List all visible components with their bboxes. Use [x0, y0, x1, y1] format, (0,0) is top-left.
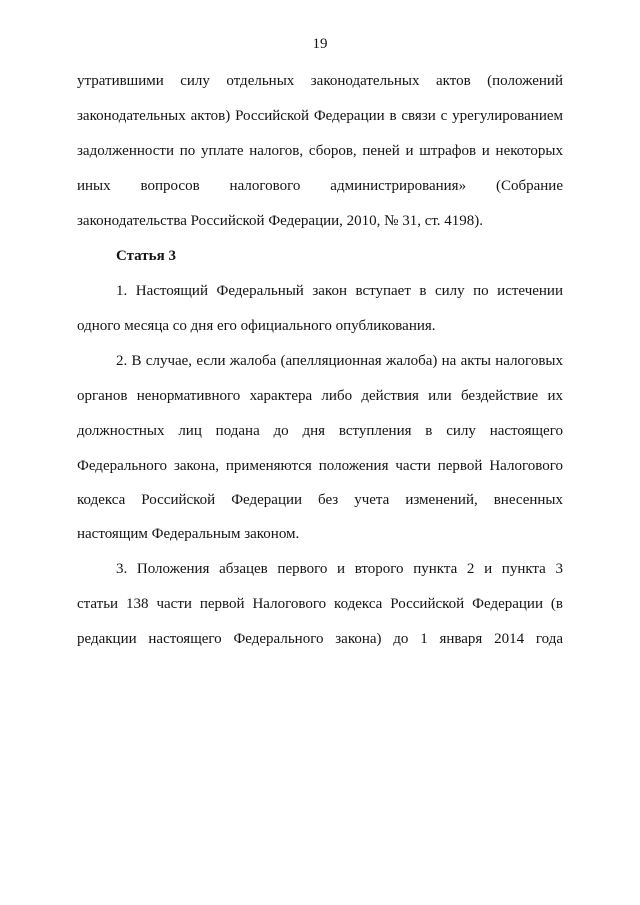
p2-line-1: 2. В случае, если жалоба (апелляционная жалоба) на акты налоговых	[116, 353, 563, 369]
intro-line-5: законодательства Российской Федерации, 2010, № 31, ст. 4198).	[77, 213, 484, 229]
intro-line-4: иных вопросов налогового администрирования» (Собрание	[77, 178, 563, 194]
p1-line-1: 1. Настоящий Федеральный закон вступает в силу по истечении	[116, 283, 563, 299]
p2-line-6: настоящим Федеральным законом.	[77, 526, 300, 542]
intro-line-1: утратившими силу отдельных законодательных актов (положений	[77, 73, 563, 89]
p3-line-2: статьи 138 части первой Налогового кодекса Российской Федерации (в	[77, 596, 563, 612]
p2-line-2: органов ненормативного характера либо действия или бездействие их	[77, 388, 563, 404]
p2-line-4: Федерального закона, применяются положения части первой Налогового	[77, 458, 563, 474]
p1-line-2: одного месяца со дня его официального опубликования.	[77, 318, 436, 334]
intro-line-3: задолженности по уплате налогов, сборов, пеней и штрафов и некоторых	[77, 143, 563, 159]
page-number: 19	[312, 36, 328, 52]
p3-line-3: редакции настоящего Федерального закона) до 1 января 2014 года	[77, 631, 563, 647]
p2-line-5: кодекса Российской Федерации без учета изменений, внесенных	[77, 492, 563, 508]
p2-line-3: должностных лиц подана до дня вступления в силу настоящего	[77, 423, 563, 439]
intro-line-2: законодательных актов) Российской Федерации в связи с урегулированием	[77, 108, 563, 124]
article-heading: Статья 3	[116, 248, 176, 264]
p3-line-1: 3. Положения абзацев первого и второго пункта 2 и пункта 3	[116, 561, 563, 577]
